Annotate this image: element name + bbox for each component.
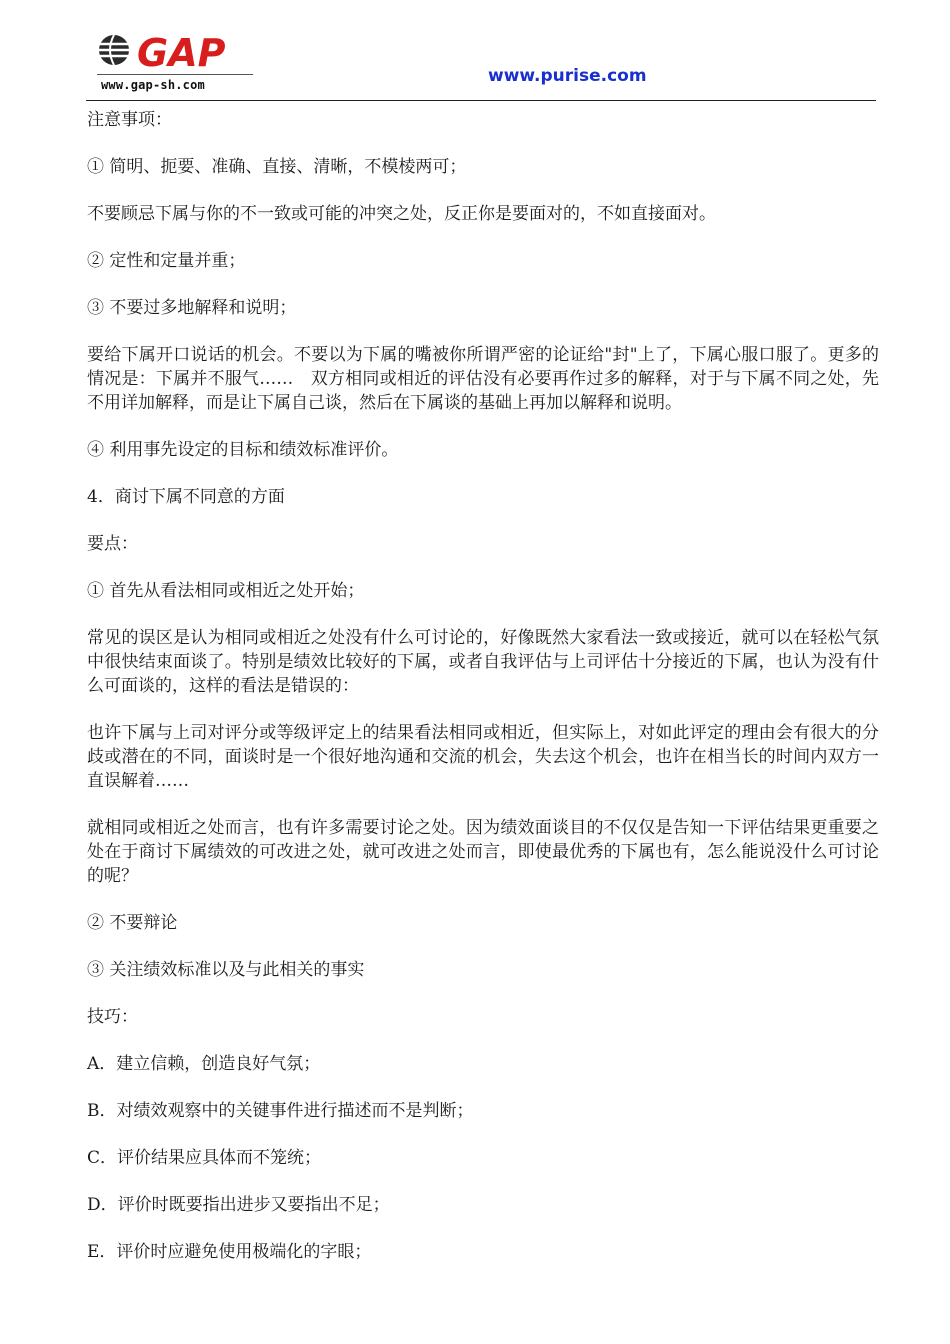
paragraph-skill-e: E．评价时应避免使用极端化的字眼； (87, 1242, 372, 1262)
site-url-link[interactable]: www.purise.com (488, 66, 647, 86)
gap-logo-icon (97, 28, 257, 74)
paragraph-item-4: ④ 利用事先设定的目标和绩效标准评价。 (87, 440, 399, 460)
gap-logo (97, 28, 257, 96)
header-divider (86, 100, 876, 101)
page-header (0, 0, 950, 102)
paragraph-text: 就相同或相近之处而言，也有许多需要讨论之处。因为绩效面谈目的不仅仅是告知一下评估结果更重要之处在于商讨下属绩效的可改进之处，就可改进之处而言，即使最优秀的下属也有，怎么能说没什么可讨论的呢？ (87, 818, 879, 886)
paragraph-skill-c: C．评价结果应具体而不笼统； (87, 1148, 322, 1168)
paragraph-notes-heading: 注意事项： (87, 110, 172, 130)
paragraph-skill-b: B．对绩效观察中的关键事件进行描述而不是判断； (87, 1101, 474, 1121)
document-body (87, 108, 879, 1287)
paragraph-item-1: ① 首先从看法相同或相近之处开始； (87, 581, 365, 601)
paragraph-item-2: ② 不要辩论 (87, 913, 178, 933)
paragraph-item-2: ② 定性和定量并重； (87, 251, 246, 271)
paragraph-item-3: ③ 关注绩效标准以及与此相关的事实 (87, 960, 365, 980)
logo-url: www.gap-sh.com (101, 78, 205, 92)
paragraph-skill-a: A．建立信赖，创造良好气氛； (87, 1054, 321, 1074)
paragraph-skills-heading: 技巧： (87, 1007, 138, 1027)
paragraph-text: 要给下属开口说话的机会。不要以为下属的嘴被你所谓严密的论证给"封"上了，下属心服口服了。更多的情况是：下属并不服气…… 双方相同或相近的评估没有必要再作过多的解释，对于与下属不同之处，先不用详加解释，而是让下属自己谈，然后在下属谈的基础上再加以解释和说明。 (87, 345, 879, 413)
paragraph-text: 常见的误区是认为相同或相近之处没有什么可讨论的，好像既然大家看法一致或接近，就可以在轻松气氛中很快结束面谈了。特别是绩效比较好的下属，或者自我评估与上司评估十分接近的下属，也认为没有什么可面谈的，这样的看法是错误的： (87, 628, 879, 696)
paragraph-text: 也许下属与上司对评分或等级评定上的结果看法相同或相近，但实际上，对如此评定的理由会有很大的分歧或潜在的不同，面谈时是一个很好地沟通和交流的机会，失去这个机会，也许在相当长的时间内双方一直误解着…… (87, 723, 879, 791)
gap-logo-text: GAP (137, 31, 226, 74)
paragraph-skill-d: D．评价时既要指出进步又要指出不足； (87, 1195, 390, 1215)
section-heading: 4．商讨下属不同意的方面 (87, 487, 285, 507)
paragraph-text: 不要顾忌下属与你的不一致或可能的冲突之处，反正你是要面对的，不如直接面对。 (87, 204, 716, 224)
paragraph-key-points-heading: 要点： (87, 534, 138, 554)
paragraph-item-1: ① 简明、扼要、准确、直接、清晰，不模棱两可； (87, 157, 467, 177)
logo-divider (97, 74, 253, 75)
paragraph-item-3: ③ 不要过多地解释和说明； (87, 298, 297, 318)
